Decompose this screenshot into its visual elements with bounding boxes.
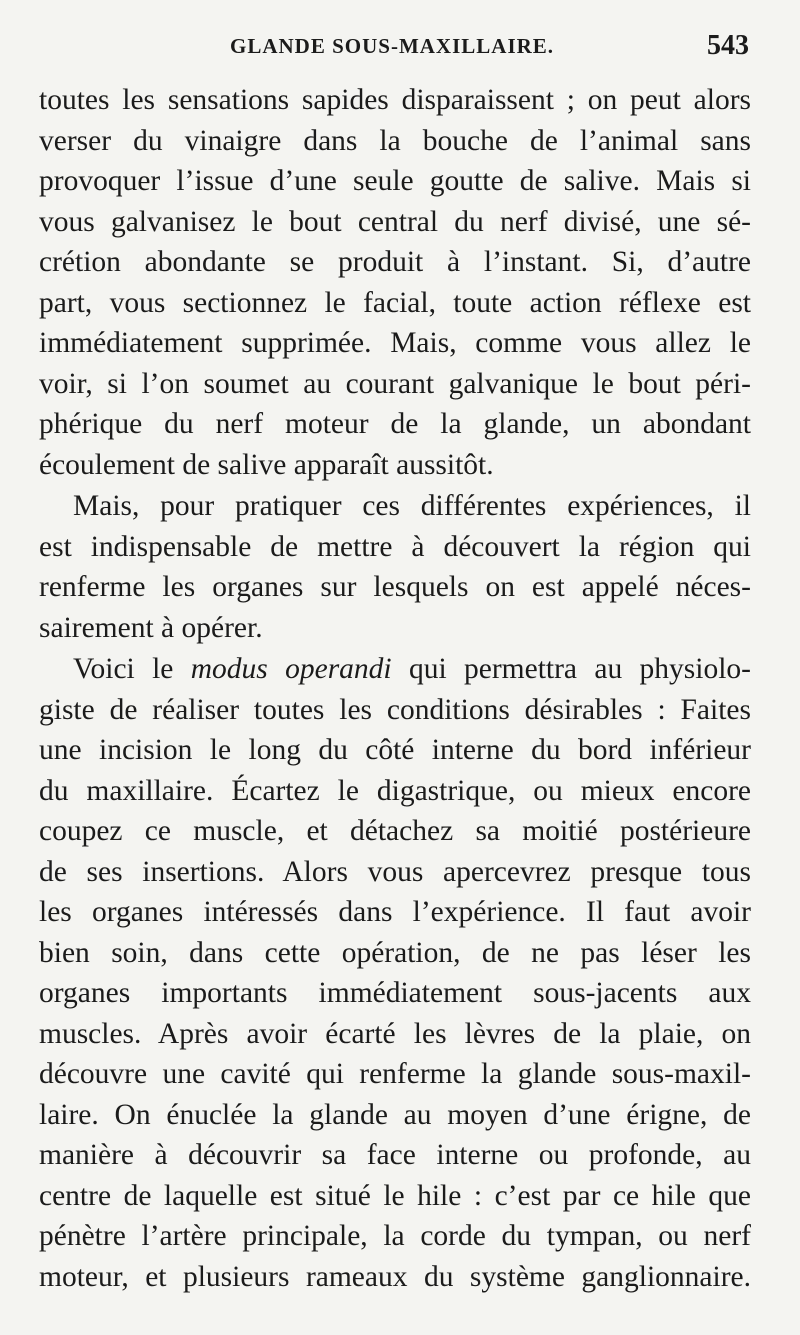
text-line: laire. On énuclée la glande au moyen d’une érigne, de — [39, 1098, 751, 1131]
text-line: renferme les organes sur lesquels on est appelé néces- — [39, 571, 751, 603]
text-line: bien soin, dans cette opération, de ne pas léser les — [39, 936, 751, 969]
text-line: sairement à opérer. — [39, 611, 263, 644]
text-line: une incision le long du côté interne du bord inférieur — [39, 734, 751, 766]
text-line: de ses insertions. Alors vous apercevrez presque tous — [39, 855, 751, 888]
text-line: du maxillaire. Écartez le digastrique, ou mieux encore — [39, 774, 751, 807]
text-line: manière à découvrir sa face interne ou profonde, au — [39, 1139, 751, 1171]
text-line: moteur, et plusieurs rameaux du système ganglionnaire. — [39, 1260, 751, 1293]
text-line: découvre une cavité qui renferme la glande sous-maxil- — [39, 1058, 751, 1090]
text-line: écoulement de salive apparaît aussitôt. — [39, 448, 494, 481]
paragraph-first-line: Mais, pour pratiquer ces différentes expériences, il — [73, 490, 751, 522]
text-line: toutes les sensations sapides disparaissent ; on peut alors — [39, 84, 751, 116]
text-line: verser du vinaigre dans la bouche de l’animal sans — [39, 124, 751, 157]
italic-phrase: modus operandi — [190, 653, 392, 685]
text-fragment: Voici le — [73, 653, 174, 685]
text-line: muscles. Après avoir écarté les lèvres de la plaie, on — [39, 1017, 751, 1050]
text-line: part, vous sectionnez le facial, toute action réflexe est — [39, 286, 751, 319]
text-line: est indispensable de mettre à découvert la région qui — [39, 530, 751, 563]
text-line: giste de réaliser toutes les conditions désirables : Faites — [39, 693, 751, 726]
text-line: pénètre l’artère principale, la corde du tympan, ou nerf — [39, 1220, 751, 1252]
text-line: les organes intéressés dans l’expérience. Il faut avoir — [39, 896, 751, 928]
page-number: 543 — [707, 30, 749, 61]
body-text — [39, 80, 751, 1297]
paragraph-first-line — [39, 649, 751, 690]
running-title: GLANDE SOUS-MAXILLAIRE. — [230, 34, 555, 58]
text-fragment: qui permettra au physiolo- — [408, 653, 751, 685]
text-line: vous galvanisez le bout central du nerf divisé, une sé- — [39, 205, 751, 238]
text-line: immédiatement supprimée. Mais, comme vous allez le — [39, 327, 751, 359]
text-line: coupez ce muscle, et détachez sa moitié postérieure — [39, 815, 751, 847]
text-line: provoquer l’issue d’une seule goutte de salive. Mais si — [39, 165, 751, 197]
text-line: centre de laquelle est situé le hile : c’est par ce hile que — [39, 1179, 751, 1212]
text-line: organes importants immédiatement sous-jacents aux — [39, 977, 751, 1009]
text-line: voir, si l’on soumet au courant galvanique le bout péri- — [39, 367, 751, 400]
page-header — [0, 30, 800, 70]
text-line: crétion abondante se produit à l’instant. Si, d’autre — [39, 246, 751, 278]
text-line: phérique du nerf moteur de la glande, un abondant — [39, 408, 751, 440]
